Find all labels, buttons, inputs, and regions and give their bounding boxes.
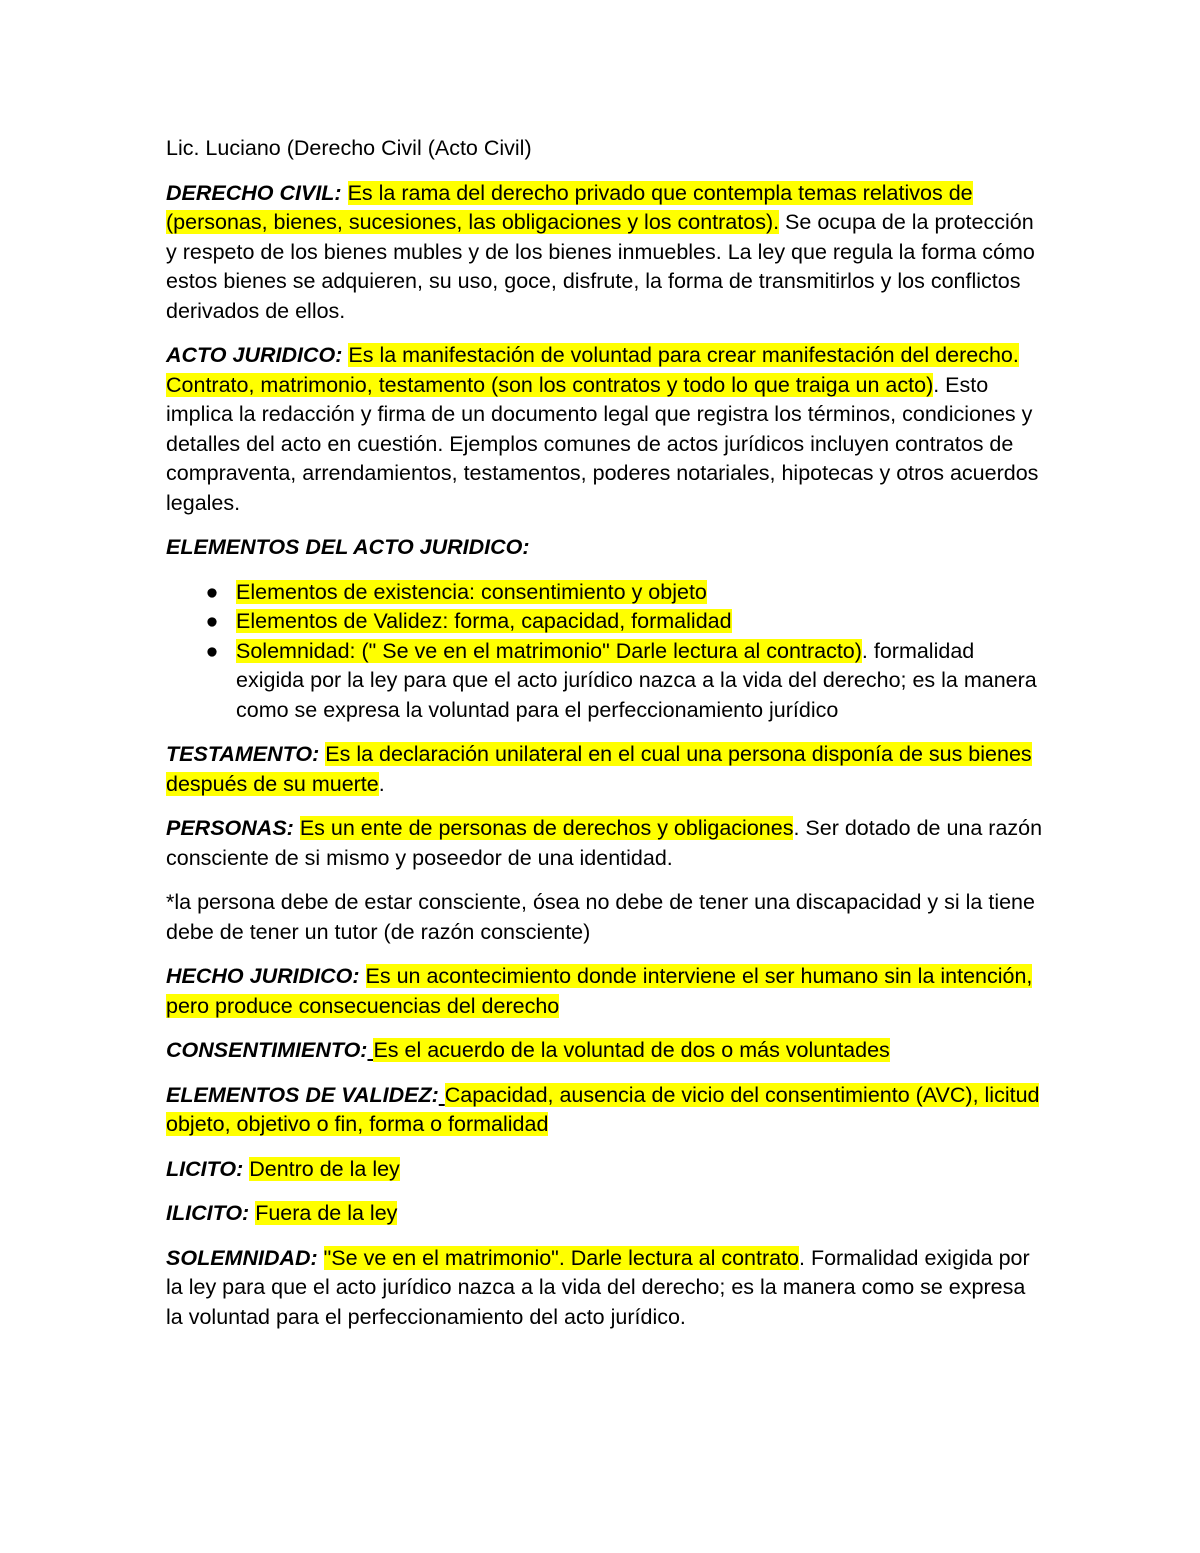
highlight-consentimiento: Es el acuerdo de la voluntad de dos o más voluntades xyxy=(373,1038,890,1062)
highlight-solemnidad: "Se ve en el matrimonio". Darle lectura al contrato xyxy=(323,1245,800,1270)
section-licito xyxy=(166,1155,1046,1185)
header-line: Lic. Luciano (Derecho Civil (Acto Civil) xyxy=(166,136,532,160)
term-testamento: TESTAMENTO: xyxy=(166,742,320,766)
term-personas: PERSONAS: xyxy=(166,816,294,840)
list-item-highlight: Elementos de existencia: consentimiento y objeto xyxy=(236,579,707,604)
term-derecho-civil: DERECHO CIVIL: xyxy=(166,180,342,205)
term-hecho-juridico: HECHO JURIDICO: xyxy=(166,964,360,988)
bullet-icon: ● xyxy=(205,609,219,633)
section-solemnidad xyxy=(166,1244,1046,1333)
section-ilicito xyxy=(166,1199,1046,1229)
section-acto-juridico xyxy=(166,341,1046,518)
text-derecho-civil: Se ocupa de la protección y respeto de los bienes mubles y de los bienes inmuebles. La ley que regula la forma cómo estos bienes se adquieren, su uso, goce, disfrute, la forma de transmitirlos y los conflictos derivados de ellos. xyxy=(166,210,1035,323)
highlight-hecho-juridico: Es un acontecimiento donde interviene el ser humano sin la intención, pero produce consecuencias del derecho xyxy=(166,964,1033,1018)
term-solemnidad: SOLEMNIDAD: xyxy=(166,1245,318,1270)
text-solemnidad: . Formalidad exigida por la ley para que el acto jurídico nazca a la vida del derecho; es la manera como se expresa la voluntad para el perfeccionamiento del acto jurídico. xyxy=(166,1245,1030,1329)
highlight-personas: Es un ente de personas de derechos y obligaciones xyxy=(299,816,794,840)
elementos-list xyxy=(166,578,1046,726)
text-testamento: . xyxy=(378,771,385,796)
document-header xyxy=(166,134,1046,164)
term-consentimiento: CONSENTIMIENTO: xyxy=(166,1038,368,1062)
section-testamento xyxy=(166,740,1046,799)
section-consentimiento xyxy=(166,1036,1046,1066)
highlight-derecho-civil: Es la rama del derecho privado que contempla temas relativos de (personas, bienes, sucesiones, las obligaciones y los contratos). xyxy=(166,180,973,234)
section-hecho-juridico xyxy=(166,962,1046,1021)
term-elementos-validez: ELEMENTOS DE VALIDEZ: xyxy=(166,1082,439,1107)
text-nota-persona: *la persona debe de estar consciente, ósea no debe de tener una discapacidad y si la tiene debe de tener un tutor (de razón consciente) xyxy=(166,890,1035,944)
section-elementos-acto xyxy=(166,533,1046,563)
highlight-acto-juridico: Es la manifestación de voluntad para crear manifestación del derecho. Contrato, matrimonio, testamento (son los contratos y todo lo que traiga un acto) xyxy=(166,343,1019,397)
bullet-icon: ● xyxy=(205,638,219,663)
list-item-highlight: Solemnidad: (" Se ve en el matrimonio" Darle lectura al contracto) xyxy=(236,638,862,663)
list-item-text: . formalidad exigida por la ley para que el acto jurídico nazca a la vida del derecho; es la manera como se expresa la voluntad para el perfeccionamiento jurídico xyxy=(236,638,1037,722)
section-nota-persona xyxy=(166,888,1046,947)
list-item xyxy=(205,607,1046,637)
term-ilicito: ILICITO: xyxy=(166,1201,250,1225)
term-elementos-acto: ELEMENTOS DEL ACTO JURIDICO: xyxy=(166,535,530,559)
term-licito: LICITO: xyxy=(166,1156,244,1181)
text-acto-juridico: . Esto implica la redacción y firma de un documento legal que registra los términos, condiciones y detalles del acto en cuestión. Ejemplos comunes de actos jurídicos incluyen contratos de compraventa, arrendamientos, testamentos, poderes notariales, hipotecas y otros acuerdos legales. xyxy=(166,372,1039,515)
highlight-testamento: Es la declaración unilateral en el cual una persona disponía de sus bienes después de su muerte xyxy=(166,742,1032,796)
highlight-elementos-validez: Capacidad, ausencia de vicio del consentimiento (AVC), licitud objeto, objetivo o fin, forma o formalidad xyxy=(166,1082,1040,1136)
list-item xyxy=(205,578,1046,608)
section-derecho-civil xyxy=(166,179,1046,327)
section-elementos-validez xyxy=(166,1081,1046,1140)
text-personas: . Ser dotado de una razón consciente de si mismo y poseedor de una identidad. xyxy=(166,816,1043,870)
bullet-icon: ● xyxy=(205,579,219,604)
term-acto-juridico: ACTO JURIDICO: xyxy=(166,343,343,367)
highlight-ilicito: Fuera de la ley xyxy=(255,1201,398,1225)
document-page xyxy=(166,134,1046,1347)
section-personas xyxy=(166,814,1046,873)
highlight-licito: Dentro de la ley xyxy=(249,1156,400,1181)
list-item-highlight: Elementos de Validez: forma, capacidad, formalidad xyxy=(236,609,732,633)
list-item xyxy=(205,637,1046,726)
